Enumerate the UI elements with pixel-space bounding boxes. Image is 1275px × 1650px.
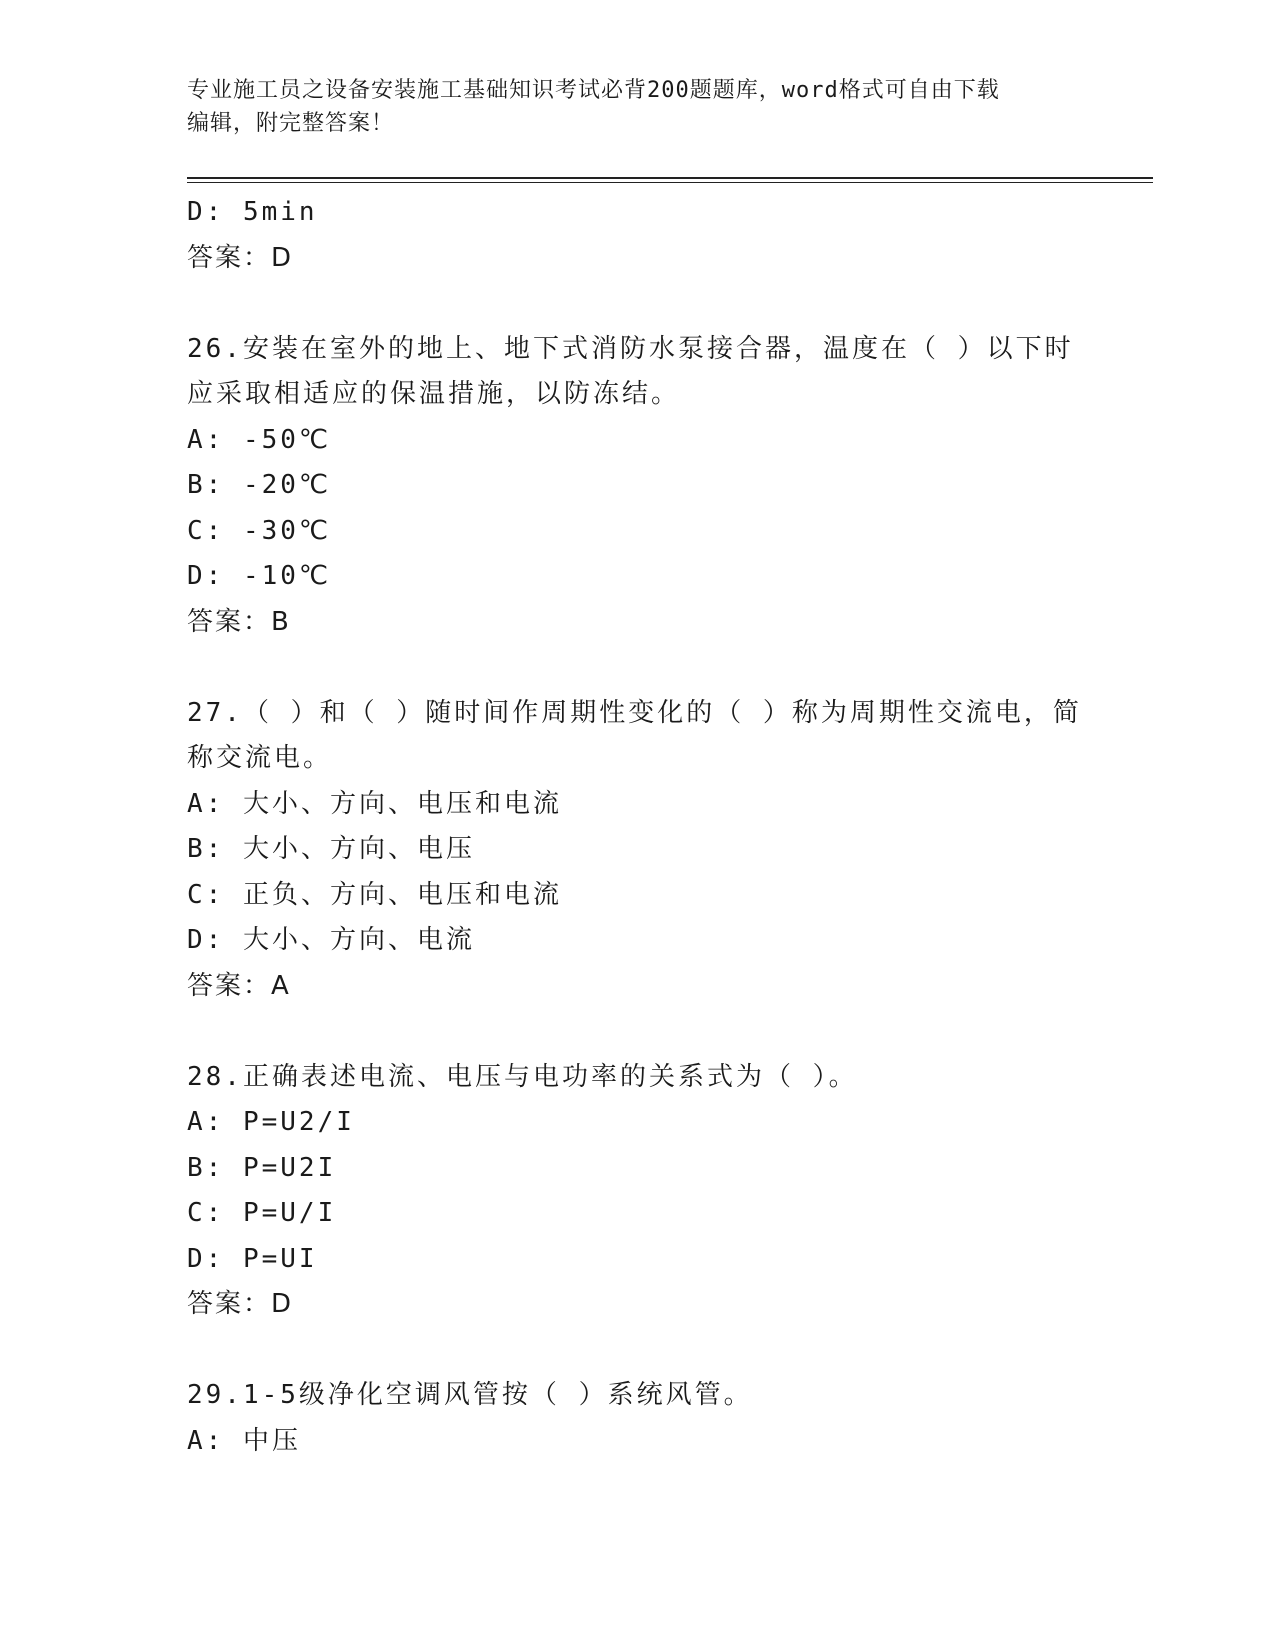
question-text: 称交流电。	[187, 743, 333, 773]
question-list	[187, 190, 1087, 1464]
answer-line: 答案：B	[187, 606, 291, 637]
header-title-line-2: 编辑，附完整答案！	[187, 111, 395, 136]
option-line: C: -30℃	[187, 515, 332, 546]
option-line: A: 大小、方向、电压和电流	[187, 788, 562, 819]
option-line: B: P=U2I	[187, 1152, 337, 1183]
spacer	[187, 1009, 1087, 1055]
option-line: A: P=U2/I	[187, 1107, 355, 1137]
spacer	[187, 281, 1087, 327]
answer-line: 答案：D	[187, 242, 294, 273]
document-header	[187, 74, 1077, 140]
option-line: B: 大小、方向、电压	[187, 834, 475, 864]
question-text: 应采取相适应的保温措施，以防冻结。	[187, 379, 681, 409]
option-line: D: -10℃	[187, 561, 332, 591]
question-text: 27.（ ）和（ ）随时间作周期性变化的（ ）称为周期性交流电，简	[187, 697, 1082, 728]
option-line: D: 大小、方向、电流	[187, 925, 475, 955]
option-line: A: -50℃	[187, 424, 332, 455]
option-line: C: P=U/I	[187, 1198, 337, 1228]
option-line: C: 正负、方向、电压和电流	[187, 879, 562, 910]
question-text: 26.安装在室外的地上、地下式消防水泵接合器，温度在（ ）以下时	[187, 333, 1074, 364]
question-text: 28.正确表述电流、电压与电功率的关系式为（ ）。	[187, 1061, 858, 1092]
header-divider-thin	[187, 182, 1153, 183]
header-divider-thick	[187, 177, 1153, 179]
option-line: B: -20℃	[187, 470, 332, 500]
option-line: A: 中压	[187, 1425, 301, 1456]
spacer	[187, 1328, 1087, 1374]
header-title-line-1: 专业施工员之设备安装施工基础知识考试必背200题题库，word格式可自由下载	[187, 78, 1000, 103]
answer-line: 答案：D	[187, 1289, 294, 1319]
option-line: D: P=UI	[187, 1243, 318, 1274]
option-line: D: 5min	[187, 197, 318, 227]
spacer	[187, 645, 1087, 691]
answer-line: 答案：A	[187, 970, 291, 1001]
question-text: 29.1-5级净化空调风管按（ ）系统风管。	[187, 1380, 753, 1410]
